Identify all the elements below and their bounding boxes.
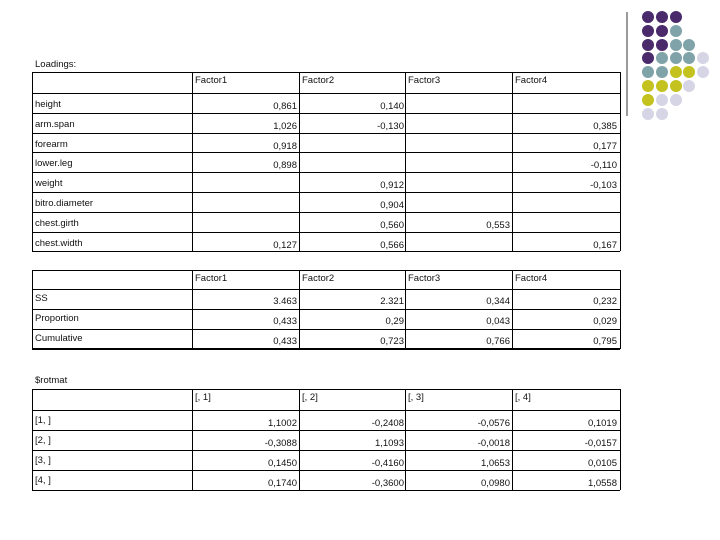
loadings-cell-value: 0,898 xyxy=(273,160,297,172)
rotmat-row-label: [4, ] xyxy=(35,475,51,486)
loadings-cell-value: 0,566 xyxy=(380,239,404,251)
loadings-cell-value: 0,904 xyxy=(380,200,404,211)
decorative-dot xyxy=(656,39,668,51)
loadings-row-label: lower.leg xyxy=(35,158,73,170)
variance-border-right xyxy=(620,270,621,349)
rotmat-row-label: [1, ] xyxy=(35,415,51,426)
variance-row-separator xyxy=(32,309,620,310)
rotmat-cell-value: 0,0105 xyxy=(587,458,617,469)
rotmat-cell-value: -0,0157 xyxy=(584,438,617,449)
loadings-cell-value: 0,385 xyxy=(593,120,617,132)
decorative-dot xyxy=(683,80,695,92)
loadings-column-header: Factor4 xyxy=(515,75,548,86)
variance-column-header: Factor2 xyxy=(302,273,335,284)
rotmat-header-separator xyxy=(32,410,620,411)
loadings-row-label: chest.width xyxy=(35,237,83,249)
rotmat-cell-value: -0,0018 xyxy=(477,438,510,449)
decorative-dot xyxy=(656,66,668,78)
variance-row-label: Proportion xyxy=(35,312,79,324)
decorative-dot xyxy=(642,94,654,106)
rotmat-cell-value: 1,0558 xyxy=(587,478,617,489)
loadings-cell-value: -0,110 xyxy=(590,160,617,172)
rotmat-cell-value: 0,0980 xyxy=(480,478,510,489)
loadings-border-left xyxy=(32,72,33,251)
loadings-cell-value: 0,560 xyxy=(380,219,404,231)
loadings-title: Loadings: xyxy=(35,59,77,70)
variance-header-separator xyxy=(32,289,620,290)
variance-column-header: Factor1 xyxy=(195,273,228,284)
rotmat-column-header: [, 4] xyxy=(515,392,531,403)
rotmat-column-divider xyxy=(405,389,406,490)
variance-cell-value: 0,232 xyxy=(593,296,617,307)
rotmat-cell-value: 0,1019 xyxy=(587,418,617,429)
rotmat-cell-value: -0,3600 xyxy=(371,478,404,489)
rotmat-title: $rotmat xyxy=(35,375,68,386)
decorative-divider xyxy=(626,12,628,116)
rotmat-row-label: [2, ] xyxy=(35,435,51,446)
rotmat-row-separator xyxy=(32,450,620,451)
decorative-dot xyxy=(670,80,682,92)
loadings-row-separator xyxy=(32,212,620,213)
rotmat-cell-value: 1,1093 xyxy=(374,438,404,449)
loadings-cell-value: 1,026 xyxy=(273,120,297,132)
loadings-row-separator xyxy=(32,172,620,173)
loadings-column-header: Factor1 xyxy=(195,75,228,86)
loadings-cell-value: 0,167 xyxy=(593,239,617,251)
variance-cell-value: 3.463 xyxy=(273,296,297,307)
rotmat-cell-value: -0,4160 xyxy=(371,458,404,469)
loadings-row-separator xyxy=(32,232,620,233)
rotmat-cell-value: 0,1740 xyxy=(267,478,297,489)
decorative-dot xyxy=(642,108,654,120)
decorative-dot xyxy=(670,94,682,106)
variance-cell-value: 0,29 xyxy=(385,315,404,327)
loadings-column-divider xyxy=(299,72,300,251)
variance-cell-value: 0,766 xyxy=(486,335,510,347)
loadings-row-separator xyxy=(32,251,620,252)
rotmat-row-label: [3, ] xyxy=(35,455,51,466)
variance-cell-value: 0,723 xyxy=(380,335,404,347)
decorative-dot xyxy=(656,25,668,37)
variance-cell-value: 0,433 xyxy=(273,335,297,347)
variance-row-label: SS xyxy=(35,293,48,304)
loadings-cell-value: 0,553 xyxy=(486,219,510,231)
rotmat-border-top xyxy=(32,389,620,390)
decorative-dot xyxy=(683,66,695,78)
rotmat-border-right xyxy=(620,389,621,490)
loadings-cell-value: 0,177 xyxy=(593,140,617,152)
loadings-cell-value: 0,140 xyxy=(380,101,404,112)
variance-border-top xyxy=(32,270,620,271)
loadings-cell-value: 0,912 xyxy=(380,180,404,192)
decorative-dot xyxy=(670,66,682,78)
loadings-row-label: bitro.diameter xyxy=(35,198,94,209)
decorative-dot xyxy=(656,108,668,120)
loadings-border-top xyxy=(32,72,620,73)
loadings-cell-value: 0,861 xyxy=(273,101,297,112)
variance-cell-value: 2.321 xyxy=(380,296,404,307)
loadings-row-separator xyxy=(32,192,620,193)
rotmat-cell-value: -0,0576 xyxy=(477,418,510,429)
loadings-row-label: arm.span xyxy=(35,118,75,130)
rotmat-cell-value: -0,2408 xyxy=(371,418,404,429)
rotmat-cell-value: 1,0653 xyxy=(480,458,510,469)
decorative-dot xyxy=(656,80,668,92)
decorative-dot xyxy=(642,25,654,37)
rotmat-cell-value: 1,1002 xyxy=(267,418,297,429)
loadings-row-label: chest.girth xyxy=(35,217,79,229)
decorative-dot xyxy=(656,52,668,64)
decorative-dot xyxy=(670,52,682,64)
decorative-dot xyxy=(656,11,668,23)
loadings-column-divider xyxy=(405,72,406,251)
rotmat-column-divider xyxy=(299,389,300,490)
variance-cell-value: 0,433 xyxy=(273,315,297,327)
loadings-row-label: forearm xyxy=(35,138,68,150)
variance-cell-value: 0,344 xyxy=(486,296,510,307)
decorative-dot xyxy=(656,94,668,106)
rotmat-border-left xyxy=(32,389,33,490)
decorative-dot xyxy=(683,52,695,64)
decorative-dot xyxy=(642,66,654,78)
variance-column-header: Factor4 xyxy=(515,273,548,284)
loadings-header-separator xyxy=(32,93,620,94)
loadings-cell-value: -0,130 xyxy=(377,120,404,132)
loadings-row-separator xyxy=(32,133,620,134)
loadings-column-divider xyxy=(512,72,513,251)
variance-cell-value: 0,043 xyxy=(486,315,510,327)
rotmat-cell-value: -0,3088 xyxy=(264,438,297,449)
rotmat-cell-value: 0,1450 xyxy=(267,458,297,469)
decorative-dot xyxy=(683,39,695,51)
loadings-cell-value: -0,103 xyxy=(590,180,617,192)
decorative-dot xyxy=(670,25,682,37)
rotmat-column-divider xyxy=(512,389,513,490)
loadings-row-label: height xyxy=(35,99,61,110)
variance-cell-value: 0,795 xyxy=(593,335,617,347)
loadings-cell-value: 0,918 xyxy=(273,140,297,152)
rotmat-row-separator xyxy=(32,430,620,431)
decorative-dot xyxy=(642,80,654,92)
variance-row-separator xyxy=(32,329,620,330)
decorative-dot xyxy=(670,39,682,51)
loadings-row-separator xyxy=(32,113,620,114)
rotmat-column-divider xyxy=(192,389,193,490)
rotmat-column-header: [, 3] xyxy=(408,392,424,403)
decorative-dot xyxy=(697,66,709,78)
decorative-dot xyxy=(642,52,654,64)
loadings-column-header: Factor2 xyxy=(302,75,335,86)
rotmat-column-header: [, 2] xyxy=(302,392,318,403)
decorative-dot xyxy=(642,39,654,51)
loadings-column-divider xyxy=(192,72,193,251)
variance-row-separator xyxy=(32,348,620,349)
loadings-row-label: weight xyxy=(35,178,63,190)
loadings-cell-value: 0,127 xyxy=(273,239,297,251)
variance-row-label: Cumulative xyxy=(35,332,83,344)
rotmat-column-header: [, 1] xyxy=(195,392,211,403)
variance-column-header: Factor3 xyxy=(408,273,441,284)
decorative-dot xyxy=(642,11,654,23)
loadings-border-right xyxy=(620,72,621,251)
variance-cell-value: 0,029 xyxy=(593,315,617,327)
decorative-dot xyxy=(670,11,682,23)
loadings-row-separator xyxy=(32,152,620,153)
rotmat-row-separator xyxy=(32,490,620,491)
rotmat-row-separator xyxy=(32,470,620,471)
decorative-dot xyxy=(697,52,709,64)
loadings-column-header: Factor3 xyxy=(408,75,441,86)
